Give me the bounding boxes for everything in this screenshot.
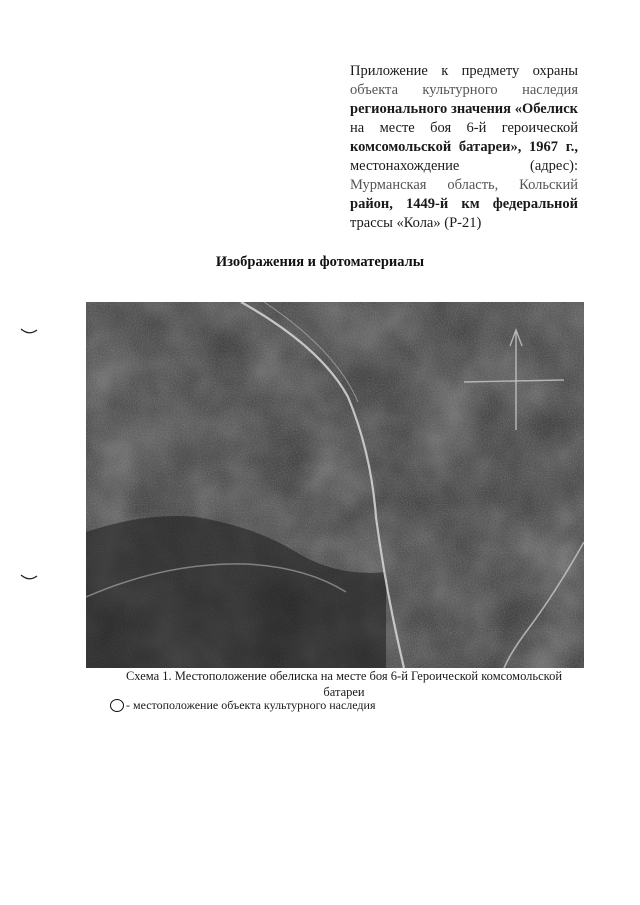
appendix-line: Приложение к предмету охраны (350, 63, 578, 79)
map-graphic (86, 302, 584, 668)
appendix-line: местонахождение (адрес): (350, 158, 578, 174)
appendix-line: на месте боя 6-й героической (350, 120, 578, 136)
legend (110, 698, 375, 713)
binding-mark-top (20, 322, 38, 330)
legend-text: - местоположение объекта культурного наследия (126, 698, 376, 712)
appendix-line: трассы «Кола» (Р-21) (350, 215, 482, 231)
circle-marker-icon (110, 699, 124, 712)
appendix-line: район, 1449-й км федеральной (350, 196, 578, 212)
caption-line: Схема 1. Местоположение обелиска на месте боя 6-й Героической комсомольской (125, 669, 563, 683)
appendix-line: объекта культурного наследия (350, 82, 578, 98)
caption-line: батареи (323, 685, 365, 699)
appendix-line: Мурманская область, Кольский (350, 177, 578, 193)
section-title: Изображения и фотоматериалы (215, 254, 425, 270)
satellite-map-image (86, 302, 584, 668)
appendix-note (350, 62, 578, 233)
figure-caption (108, 668, 580, 700)
appendix-line: комсомольской батареи», 1967 г., (350, 139, 578, 155)
appendix-line: регионального значения «Обелиск (350, 101, 578, 117)
binding-mark-bottom (20, 568, 38, 576)
